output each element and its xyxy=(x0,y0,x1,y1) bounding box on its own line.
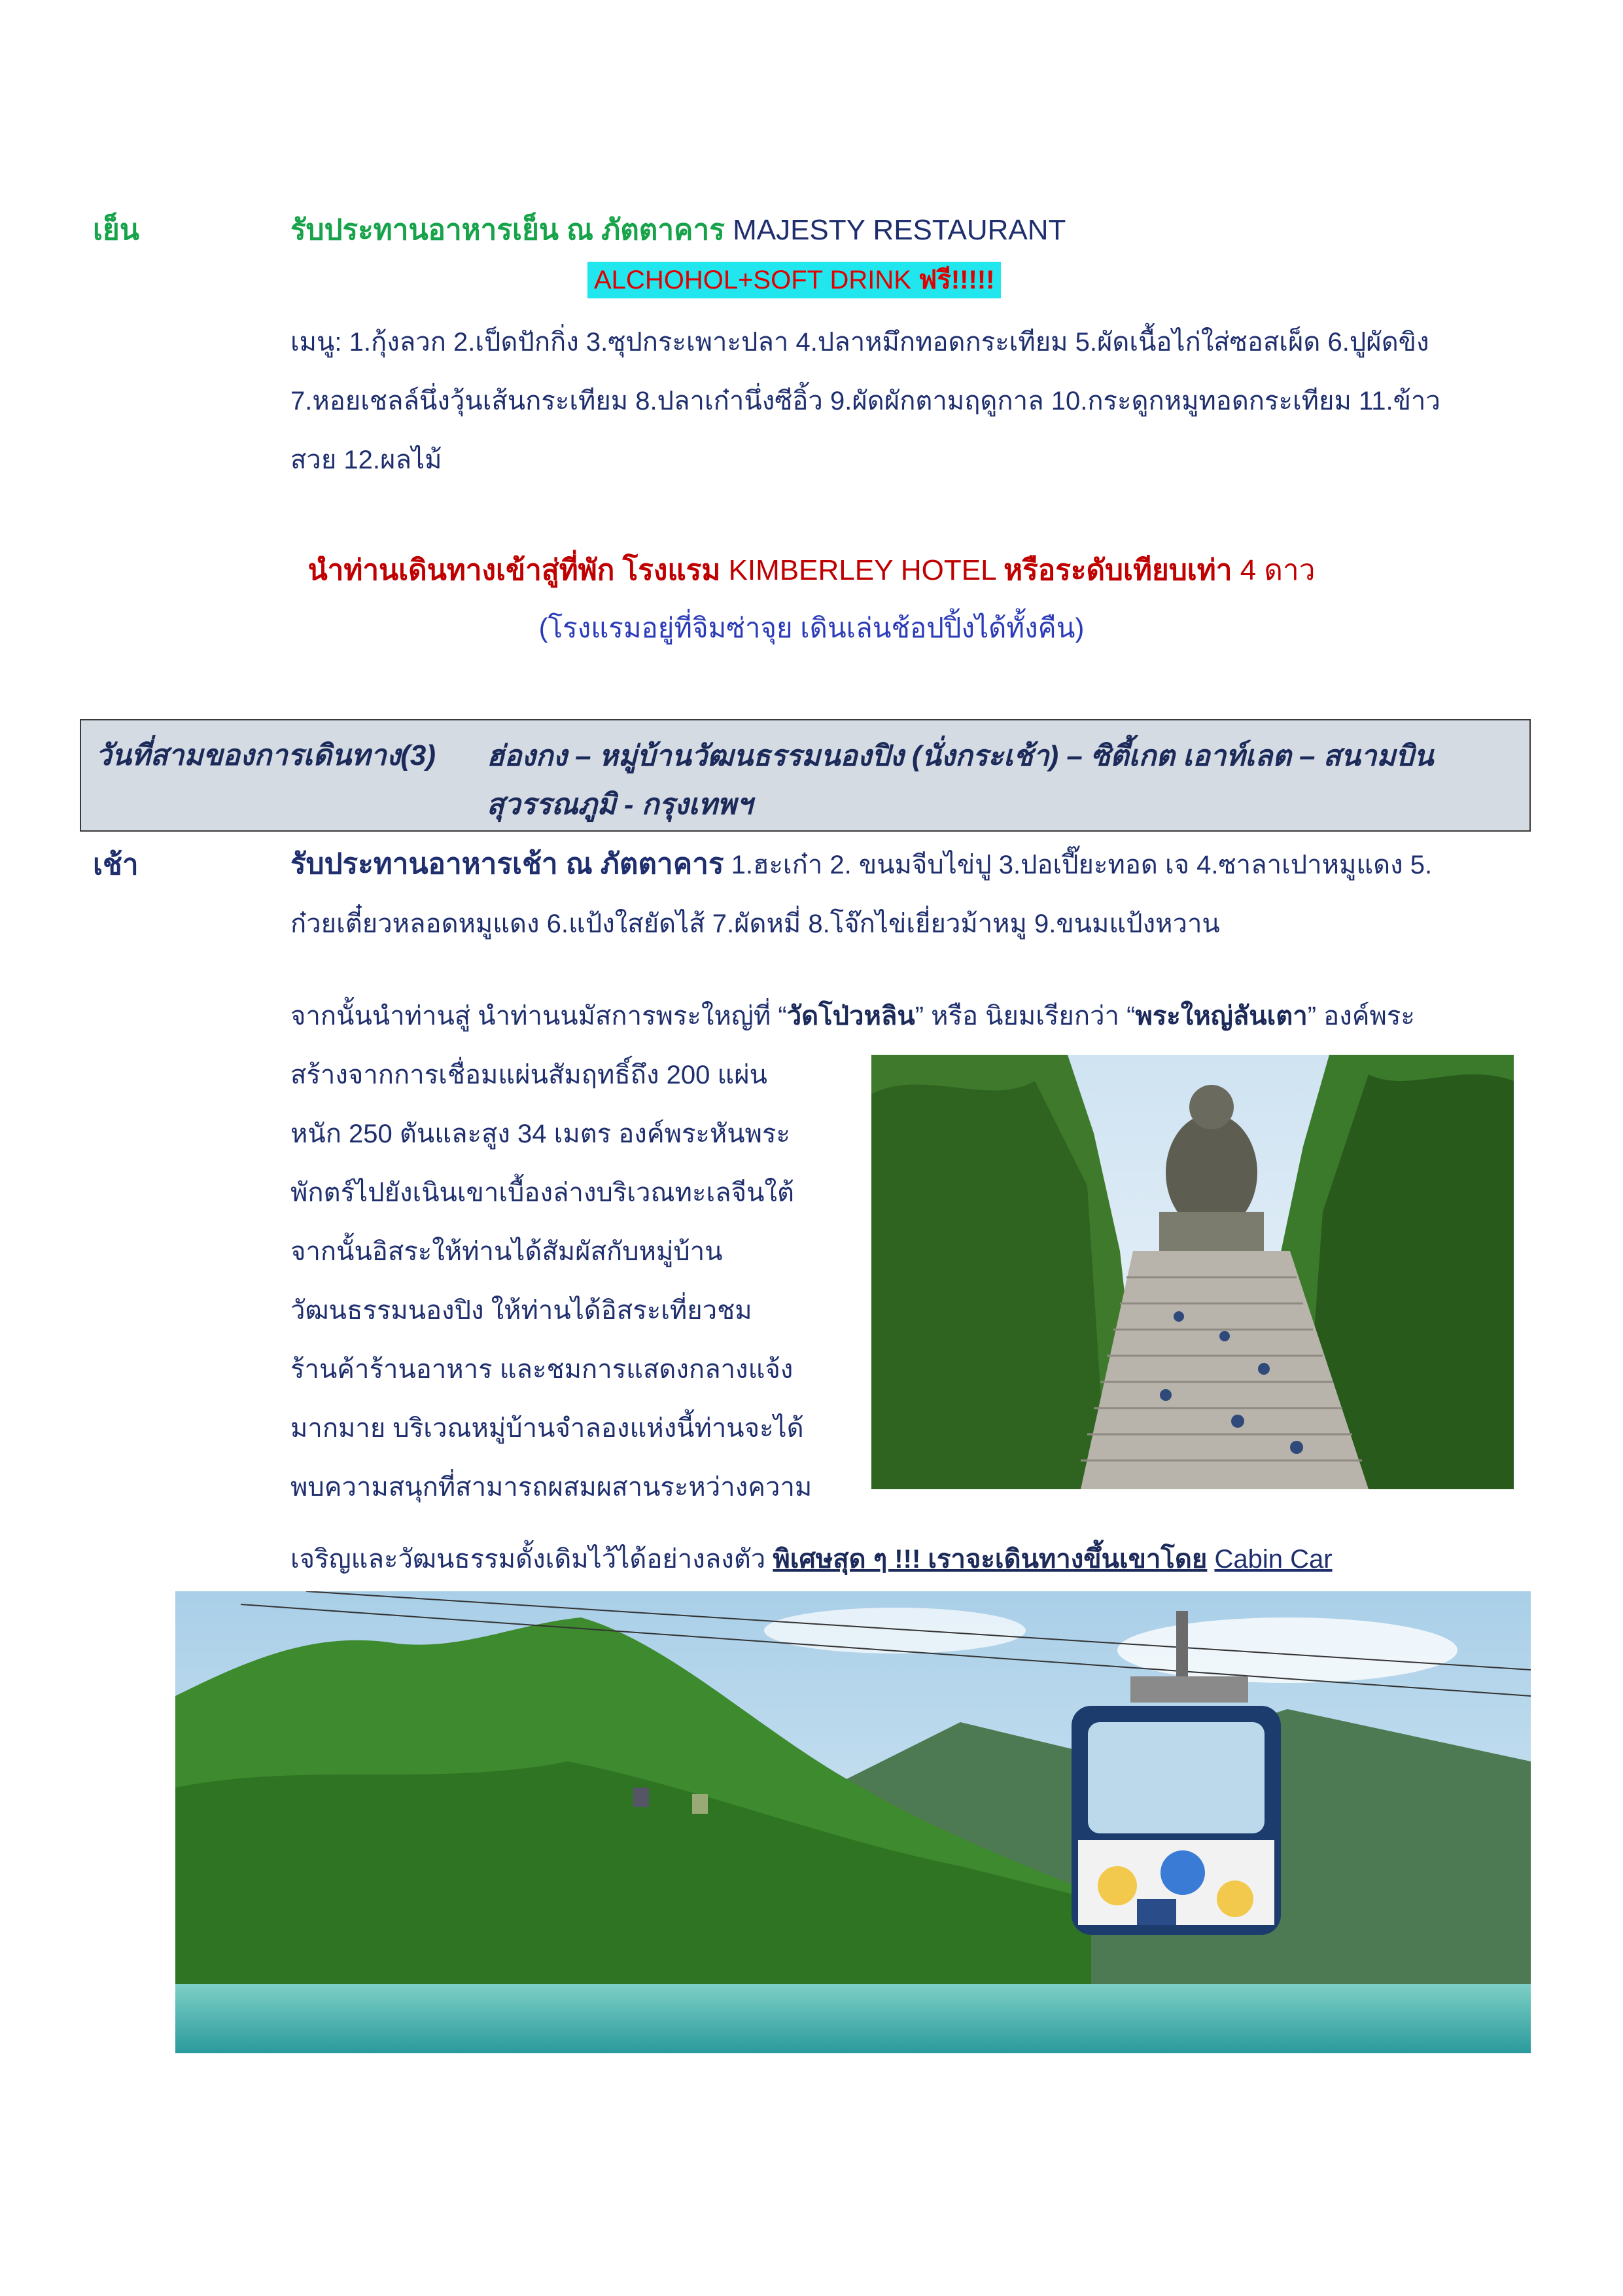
morning-label: เช้า xyxy=(93,849,139,881)
cabin-car: Cabin Car xyxy=(1214,1545,1333,1574)
intro-b: ” หรือ นิยมเรียกว่า “ xyxy=(915,1002,1136,1031)
day3-label: วันที่สามของการเดินทาง(3) xyxy=(96,739,436,771)
evening-menu-line1: เมนู: 1.กุ้งลวก 2.เป็ดปักกิ่ง 3.ซุปกระเพาะปลา 4.ปลาหมึกทอดกระเทียม 5.ผัดเนื้อไก่ใส่ซอสเผ็ด 6.ปูผัดขิง xyxy=(290,328,1429,357)
hotel-grade: หรือระดับเทียบเท่า xyxy=(1003,554,1232,586)
drink-free: ฟรี!!!!! xyxy=(918,266,995,294)
hotel-stars: 4 ดาว xyxy=(1240,554,1316,586)
description-body xyxy=(290,1046,860,1517)
evening-title-thai: รับประทานอาหารเย็น ณ ภัตตาคาร xyxy=(290,214,725,246)
morning-menu-line1: 1.ฮะเก๋า 2. ขนมจีบไข่ปู 3.ปอเปี๊ยะทอด เจ 4.ซาลาเปาหมูแดง 5. xyxy=(731,851,1433,879)
day3-route-line2: สุวรรณภูมิ - กรุงเทพฯ xyxy=(487,788,753,821)
desc-line: สร้างจากการเชื่อมแผ่นสัมฤทธิ์ถึง 200 แผ่น xyxy=(290,1061,768,1089)
buddha-name: พระใหญ่ลันเตา xyxy=(1135,1002,1308,1031)
hotel-note: (โรงแรมอยู่ที่จิมซ่าจุย เดินเล่นช้อปปิ้งได้ทั้งคืน) xyxy=(538,612,1085,643)
temple-name: วัดโป่วหลิน xyxy=(786,1002,915,1031)
morning-menu-line2: ก๋วยเตี๋ยวหลอดหมูแดง 6.แป้งใสยัดไส้ 7.ผัดหมี่ 8.โจ๊กไข่เยี่ยวม้าหมู 9.ขนมแป้งหวาน xyxy=(290,910,1220,938)
last-a: เจริญและวัฒนธรรมดั้งเดิมไว้ได้อย่างลงตัว xyxy=(290,1545,766,1574)
drink-highlight xyxy=(587,260,1001,300)
morning-title: รับประทานอาหารเช้า ณ ภัตตาคาร xyxy=(290,848,724,880)
desc-line: ร้านค้าร้านอาหาร และชมการแสดงกลางแจ้ง xyxy=(290,1355,794,1384)
special-link: พิเศษสุด ๆ !!! เราจะเดินทางขึ้นเขาโดย xyxy=(773,1545,1208,1574)
morning-block xyxy=(290,835,1533,953)
big-buddha-photo xyxy=(871,1055,1514,1489)
hotel-intro: นำท่านเดินทางเข้าสู่ที่พัก โรงแรม xyxy=(307,554,721,586)
desc-line: หนัก 250 ตันและสูง 34 เมตร องค์พระหันพระ xyxy=(290,1120,790,1148)
description-last-line xyxy=(290,1530,1533,1589)
evening-menu-line2: 7.หอยเชลล์นึ่งวุ้นเส้นกระเทียม 8.ปลาเก๋านึ่งซีอิ้ว 9.ผัดผักตามฤดูกาล 10.กระดูกหมูทอดกระเทียม 11.ข้าว xyxy=(290,387,1440,415)
evening-label: เย็น xyxy=(93,214,139,246)
evening-menu-line3: สวย 12.ผลไม้ xyxy=(290,446,442,474)
cable-car-photo xyxy=(175,1591,1531,2053)
desc-line: มากมาย บริเวณหมู่บ้านจำลองแห่งนี้ท่านจะได้ xyxy=(290,1414,804,1443)
evening-title xyxy=(290,211,1066,250)
description-intro xyxy=(290,987,1533,1046)
desc-line: พบความสนุกที่สามารถผสมผสานระหว่างความ xyxy=(290,1473,812,1502)
desc-line: พักตร์ไปยังเนินเขาเบื้องล่างบริเวณทะเลจีนใต้ xyxy=(290,1178,794,1207)
evening-menu xyxy=(290,313,1520,489)
hotel-name: KIMBERLEY HOTEL xyxy=(728,554,996,586)
intro-c: ” องค์พระ xyxy=(1307,1002,1415,1031)
day3-banner xyxy=(80,719,1531,832)
hotel-line xyxy=(0,551,1623,590)
day3-route xyxy=(487,732,1507,829)
evening-restaurant: MAJESTY RESTAURANT xyxy=(733,214,1066,246)
intro-a: จากนั้นนำท่านสู่ นำท่านนมัสการพระใหญ่ที่ “ xyxy=(290,1002,787,1031)
desc-line: จากนั้นอิสระให้ท่านได้สัมผัสกับหมู่บ้าน xyxy=(290,1237,723,1266)
drink-text: ALCHOHOL+SOFT DRINK xyxy=(594,266,911,294)
desc-line: วัฒนธรรมนองปิง ให้ท่านได้อิสระเที่ยวชม xyxy=(290,1296,752,1325)
day3-route-line1: ฮ่องกง – หมู่บ้านวัฒนธรรมนองปิง (นั่งกระเช้า) – ซิตี้เกต เอาท์เลต – สนามบิน xyxy=(487,740,1434,772)
